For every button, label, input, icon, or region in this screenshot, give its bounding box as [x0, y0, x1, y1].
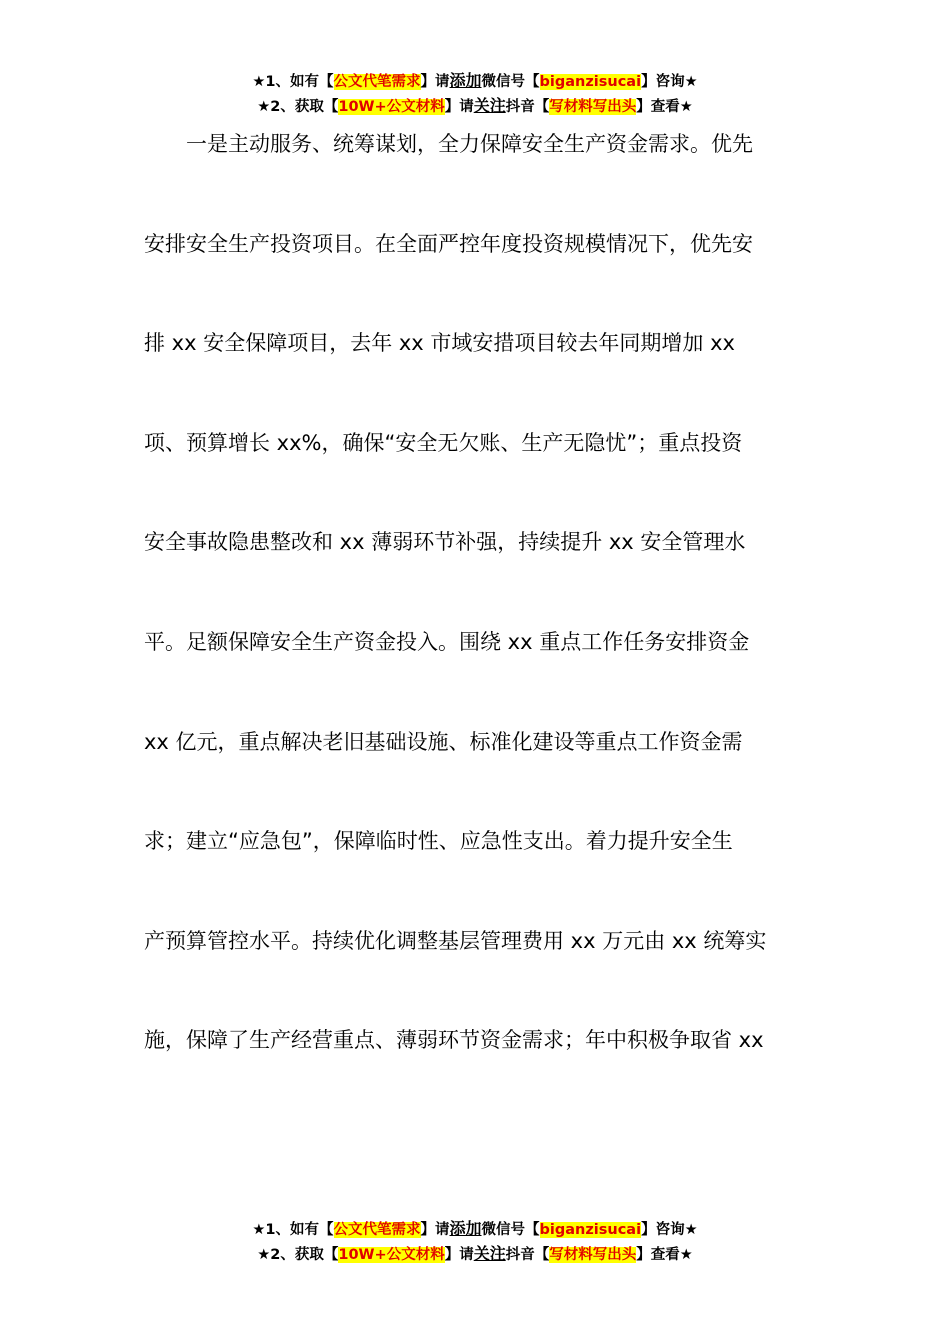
- body-line: 平。足额保障安全生产资金投入。围绕 xx 重点工作任务安排资金: [144, 630, 750, 654]
- header-banner: [0, 69, 950, 119]
- highlight-douyin-id: 写材料写出头: [549, 1247, 637, 1263]
- body-line: 安全事故隐患整改和 xx 薄弱环节补强，持续提升 xx 安全管理水: [144, 530, 746, 554]
- highlight-wechat-id: biganzisucai: [539, 1222, 642, 1238]
- highlight-materials: 10W+公文材料: [338, 99, 445, 115]
- body-line: 项、预算增长 xx%，确保“安全无欠账、生产无隐忧”；重点投资: [144, 431, 743, 455]
- banner-line-2: ★2、获取【10W+公文材料】请关注抖音【写材料写出头】查看★: [257, 1244, 693, 1263]
- footer-banner: [0, 1217, 950, 1267]
- highlight-materials: 10W+公文材料: [338, 1247, 445, 1263]
- highlight-douyin-id: 写材料写出头: [549, 99, 637, 115]
- body-line: 安排安全生产投资项目。在全面严控年度投资规模情况下，优先安: [144, 232, 753, 256]
- highlight-wechat-id: biganzisucai: [539, 74, 642, 90]
- body-line: 排 xx 安全保障项目，去年 xx 市域安措项目较去年同期增加 xx: [144, 331, 735, 355]
- banner-line-1: ★1、如有【公文代笔需求】请添加微信号【biganzisucai】咨询★: [252, 1219, 698, 1238]
- banner-line-1: ★1、如有【公文代笔需求】请添加微信号【biganzisucai】咨询★: [252, 71, 698, 90]
- highlight-service: 公文代笔需求: [333, 1222, 421, 1238]
- body-line: xx 亿元，重点解决老旧基础设施、标准化建设等重点工作资金需: [144, 730, 743, 754]
- body-line: 产预算管控水平。持续优化调整基层管理费用 xx 万元由 xx 统筹实: [144, 929, 767, 953]
- banner-line-2: ★2、获取【10W+公文材料】请关注抖音【写材料写出头】查看★: [257, 96, 693, 115]
- highlight-service: 公文代笔需求: [333, 74, 421, 90]
- body-line: 施，保障了生产经营重点、薄弱环节资金需求；年中积极争取省 xx: [144, 1028, 764, 1052]
- body-line: 求；建立“应急包”，保障临时性、应急性支出。着力提升安全生: [144, 829, 733, 853]
- body-line: 一是主动服务、统筹谋划，全力保障安全生产资金需求。优先: [144, 132, 753, 156]
